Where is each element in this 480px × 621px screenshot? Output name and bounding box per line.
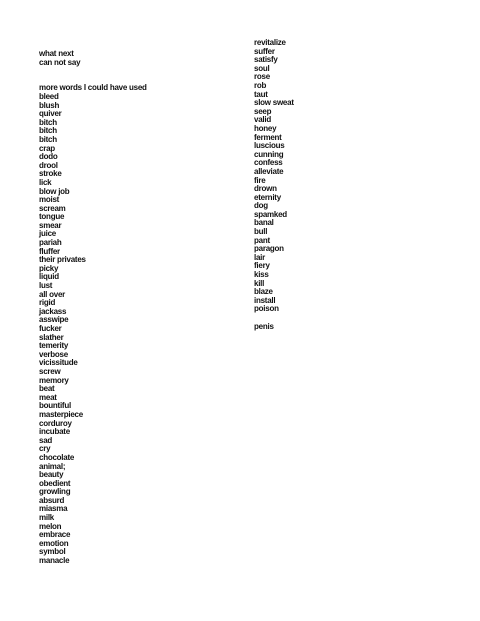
word-item: stroke [39, 169, 62, 179]
word-item: meat [39, 392, 57, 402]
word-item: masterpiece [39, 409, 83, 419]
word-item: lick [39, 177, 52, 187]
word-item: pariah [39, 238, 62, 248]
word-item: drown [254, 184, 277, 194]
word-item: scream [39, 203, 66, 213]
word-item: melon [39, 521, 62, 531]
word-item: chocolate [39, 452, 75, 462]
word-item: slather [39, 332, 64, 342]
word-item: bull [254, 227, 268, 237]
word-item: suffer [254, 46, 275, 56]
word-item: dog [254, 201, 268, 211]
word-item: lair [254, 252, 266, 262]
word-item: eternity [254, 192, 281, 202]
word-item: bitch [39, 117, 57, 127]
word-item: screw [39, 366, 61, 376]
word-item: incubate [39, 427, 70, 437]
word-item: crap [39, 143, 55, 153]
spacer [39, 67, 147, 84]
word-item: kiss [254, 270, 269, 280]
word-item: drool [39, 160, 58, 170]
word-item: animal; [39, 461, 66, 471]
word-item: confess [254, 158, 283, 168]
word-item: slow sweat [254, 98, 294, 108]
word-item: cry [39, 444, 51, 454]
word-item: honey [254, 123, 277, 133]
word-item: embrace [39, 530, 71, 540]
word-item: beat [39, 384, 55, 394]
word-item: seep [254, 106, 272, 116]
word-item: memory [39, 375, 69, 385]
word-item: kill [254, 278, 265, 288]
word-item: bleed [39, 91, 59, 101]
word-item: valid [254, 115, 271, 125]
word-item: spamked [254, 209, 287, 219]
word-item: fucker [39, 324, 62, 333]
intro-line: what next [39, 49, 74, 58]
right-word-column [254, 39, 294, 331]
intro-line: can not say [39, 57, 81, 67]
word-item: ferment [254, 132, 282, 142]
word-item: dodo [39, 152, 58, 162]
left-word-column [39, 50, 147, 566]
word-item: rigid [39, 298, 56, 308]
word-item: fire [254, 175, 266, 185]
word-item: quiver [39, 109, 62, 119]
word-item: obedient [39, 478, 71, 488]
word-item: cunning [254, 149, 284, 159]
word-item: verbose [39, 349, 68, 359]
word-item: bountiful [39, 401, 71, 411]
word-item: moist [39, 195, 60, 205]
word-item: sad [39, 435, 53, 445]
word-item: banal [254, 218, 274, 228]
word-item: blush [39, 100, 60, 110]
word-item: symbol [39, 547, 66, 557]
word-item: corduroy [39, 418, 72, 428]
word-item: alleviate [254, 166, 284, 176]
word-item: poison [254, 304, 279, 314]
word-item: blow job [39, 186, 70, 196]
word-item: vicissitude [39, 358, 78, 368]
word-item: emotion [39, 538, 69, 548]
word-item: blaze [254, 287, 273, 297]
word-item: bitch [39, 134, 57, 144]
word-item: asswipe [39, 315, 69, 325]
list-heading: more words I could have used [39, 83, 147, 93]
right-word-list [254, 39, 294, 314]
word-item: milk [39, 513, 55, 523]
word-item: fiery [254, 261, 270, 271]
word-item: pant [254, 235, 270, 245]
word-item: tongue [39, 212, 65, 222]
word-item: bitch [39, 126, 57, 136]
word-item: satisfy [254, 55, 278, 65]
word-item: install [254, 295, 276, 305]
word-item: their privates [39, 255, 86, 265]
word-item: picky [39, 263, 59, 273]
word-item: rob [254, 80, 267, 90]
word-item: lust [39, 281, 53, 291]
word-item: liquid [39, 272, 59, 282]
word-item: soul [254, 63, 270, 73]
final-word: penis [254, 321, 274, 331]
word-item: revitalize [254, 38, 286, 47]
word-item: smear [39, 220, 62, 230]
word-item: all over [39, 289, 66, 299]
word-item: paragon [254, 244, 284, 254]
left-word-list [39, 93, 147, 566]
word-item: temerity [39, 341, 69, 351]
word-item: jackass [39, 306, 67, 316]
word-item: luscious [254, 141, 285, 151]
word-item: taut [254, 89, 268, 99]
word-item: juice [39, 229, 56, 239]
word-item: fluffer [39, 246, 60, 256]
word-item: absurd [39, 495, 65, 505]
word-item: rose [254, 72, 270, 82]
word-item: growling [39, 487, 71, 497]
word-item: beauty [39, 470, 64, 480]
word-item: miasma [39, 504, 68, 514]
word-item: manacle [39, 556, 70, 566]
